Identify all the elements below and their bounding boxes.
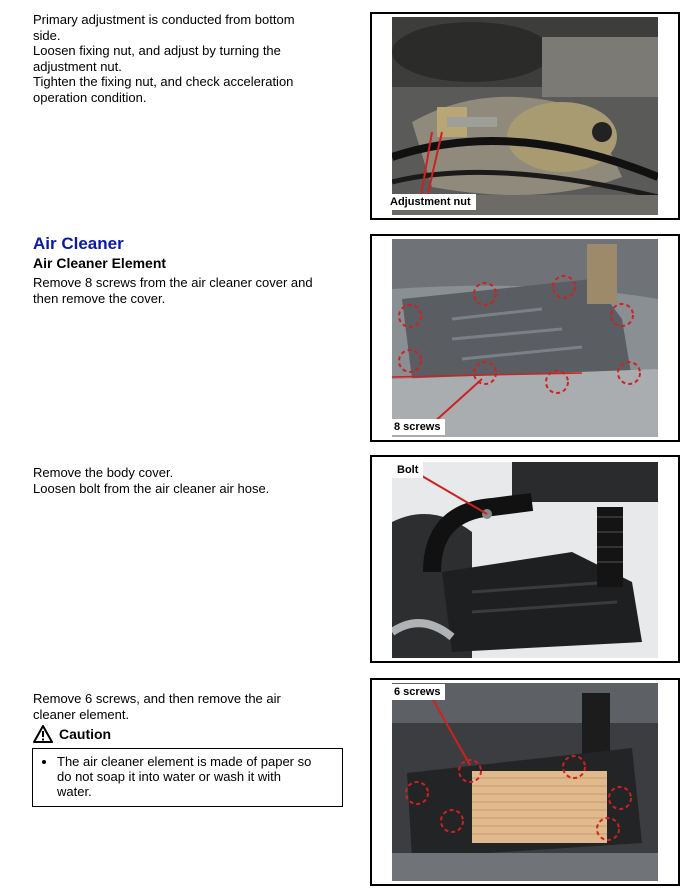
text-line: Remove the body cover. xyxy=(33,465,174,480)
section-title: Air Cleaner xyxy=(33,234,124,253)
text-line: side. xyxy=(33,27,61,43)
text-line: operation condition. xyxy=(33,89,147,105)
figure-adjustment-nut xyxy=(370,12,680,220)
photo-air-hose xyxy=(392,462,658,658)
figure-6-screws xyxy=(370,678,680,886)
caution-label: Caution xyxy=(59,726,112,742)
subsection-title: Air Cleaner Element xyxy=(33,255,167,271)
adjustment-instructions xyxy=(33,12,295,105)
text-line: Remove 8 screws from the air cleaner cover and xyxy=(33,275,313,290)
warning-triangle-icon xyxy=(33,725,53,743)
text-line: The air cleaner element is made of paper so xyxy=(57,754,312,769)
figure-bolt xyxy=(370,455,680,663)
figure-8-screws xyxy=(370,234,680,442)
text-line: do not soap it into water or wash it with xyxy=(57,769,282,784)
caution-item xyxy=(57,754,334,799)
text-line: then remove the cover. xyxy=(33,290,166,306)
text-line: Loosen fixing nut, and adjust by turning the xyxy=(33,43,281,58)
text-line: Loosen bolt from the air cleaner air hose. xyxy=(33,480,270,496)
step-remove-element xyxy=(33,691,281,722)
text-line: adjustment nut. xyxy=(33,58,122,74)
caution-box xyxy=(32,748,343,807)
label-adjustment-nut: Adjustment nut xyxy=(385,194,476,210)
text-line: Primary adjustment is conducted from bottom xyxy=(33,12,295,27)
photo-air-cleaner-cover xyxy=(392,239,658,437)
label-6-screws: 6 screws xyxy=(389,684,445,700)
photo-throttle-body xyxy=(392,17,658,215)
caution-heading xyxy=(33,725,111,743)
label-bolt: Bolt xyxy=(392,462,423,478)
photo-air-cleaner-element xyxy=(392,683,658,881)
text-line: water. xyxy=(57,784,92,799)
label-8-screws: 8 screws xyxy=(389,419,445,435)
step-remove-body-cover xyxy=(33,465,269,496)
text-line: Tighten the fixing nut, and check acceleration xyxy=(33,74,294,89)
step-remove-cover xyxy=(33,275,313,306)
text-line: cleaner element. xyxy=(33,706,130,722)
text-line: Remove 6 screws, and then remove the air xyxy=(33,691,281,706)
